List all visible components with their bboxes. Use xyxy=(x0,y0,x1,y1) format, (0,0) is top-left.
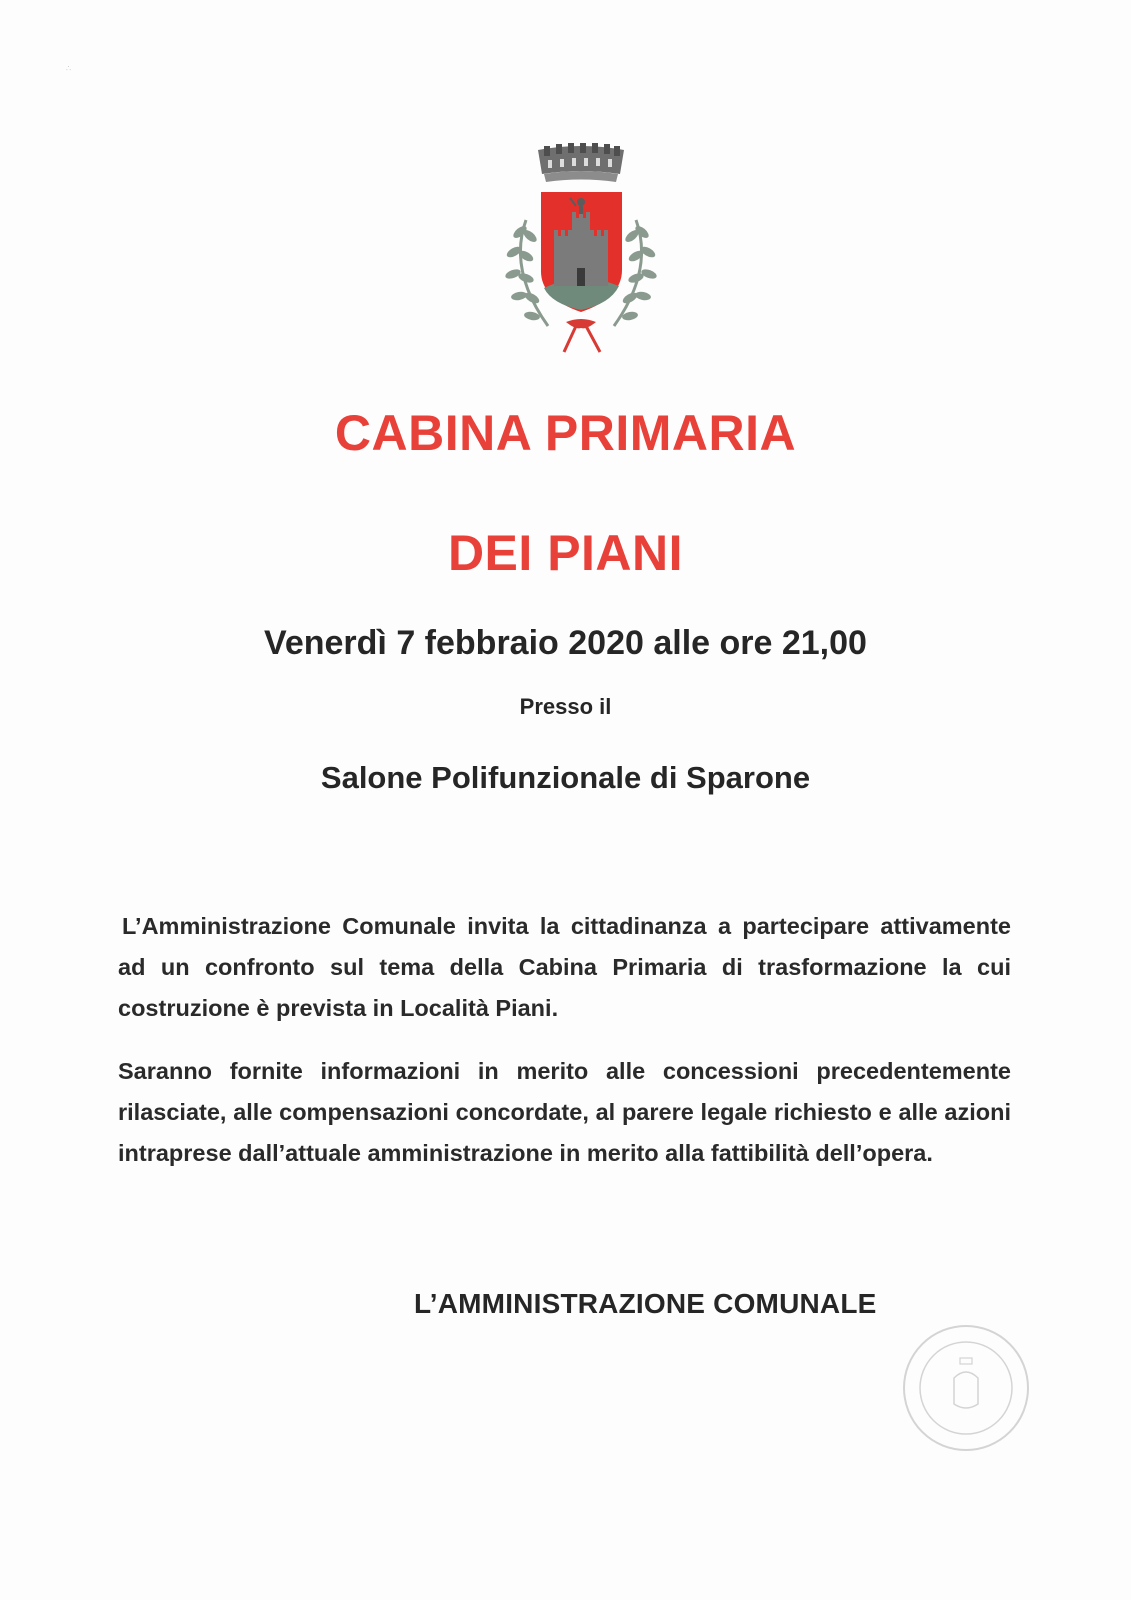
title-line-1: CABINA PRIMARIA xyxy=(334,405,797,461)
title-line-2: DEI PIANI xyxy=(447,525,684,581)
event-date-time: Venerdì 7 febbraio 2020 alle ore 21,00 xyxy=(264,624,867,662)
crown-icon xyxy=(538,143,624,182)
shield-icon xyxy=(541,192,622,312)
information-paragraph: Saranno fornite informazioni in merito alle concessioni precedentemente rilasciate, alle compensazioni concordate, al parere legale richiesto e alle azioni intraprese dall’attuale amministrazione in merito alla fattibilità dell’opera. xyxy=(118,1057,1011,1166)
municipal-stamp-icon xyxy=(896,1318,1036,1458)
event-venue: Salone Polifunzionale di Sparone xyxy=(320,760,811,795)
location-prefix: Presso il xyxy=(519,694,612,719)
coat-of-arms-icon xyxy=(486,140,676,360)
invitation-paragraph: L’Amministrazione Comunale invita la cittadinanza a partecipare attivamente ad un confronto sul tema della Cabina Primaria di trasformazione la cui costruzione è prevista in Località Piani. xyxy=(118,912,1011,1021)
ribbon-icon xyxy=(564,319,600,352)
signature: L’AMMINISTRAZIONE COMUNALE xyxy=(414,1288,877,1319)
scan-speck: ∴ xyxy=(66,64,72,73)
